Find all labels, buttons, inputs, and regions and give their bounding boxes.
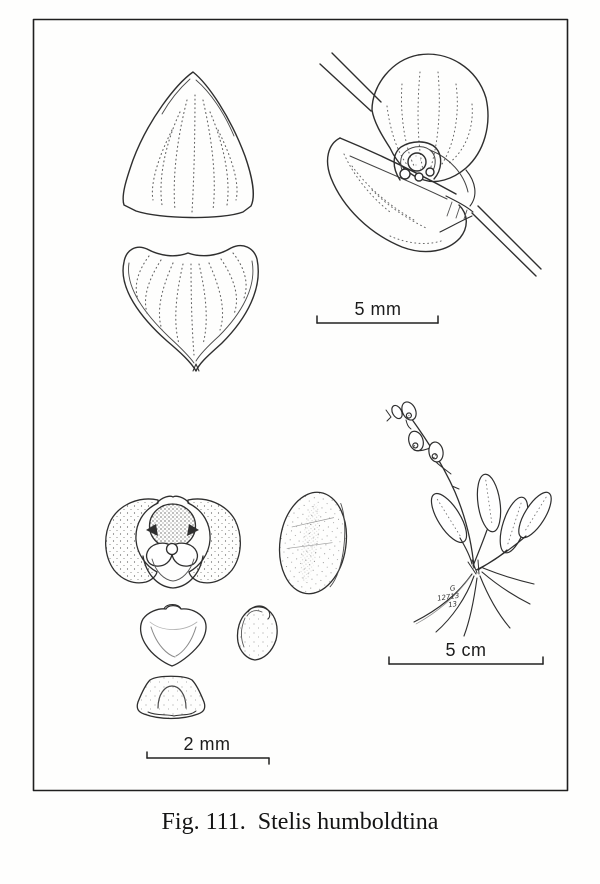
synsepal-drawing	[123, 246, 258, 371]
figure-caption	[0, 809, 600, 836]
collector-note-line: G	[449, 584, 456, 593]
scalebar-label-5cm: 5 cm	[445, 640, 487, 660]
column-lip-drawing	[106, 496, 241, 588]
petal-front-drawing	[141, 605, 206, 667]
figure-caption-number: Fig. 111.	[161, 809, 246, 835]
scalebar-label-2mm: 2 mm	[183, 734, 231, 754]
figure-caption-species: Stelis humboldtina	[257, 809, 439, 835]
flower-drawing	[320, 53, 541, 276]
dorsal-sepal-drawing	[123, 72, 253, 218]
lip-flattened-drawing	[137, 676, 205, 718]
collector-note-line: 13	[447, 600, 458, 610]
lip-side-drawing	[237, 606, 277, 660]
scalebar-label-5mm: 5 mm	[354, 299, 402, 319]
collector-note-line: 12713	[436, 591, 460, 603]
figure-border	[34, 20, 568, 791]
petal-oval-drawing	[273, 488, 353, 598]
